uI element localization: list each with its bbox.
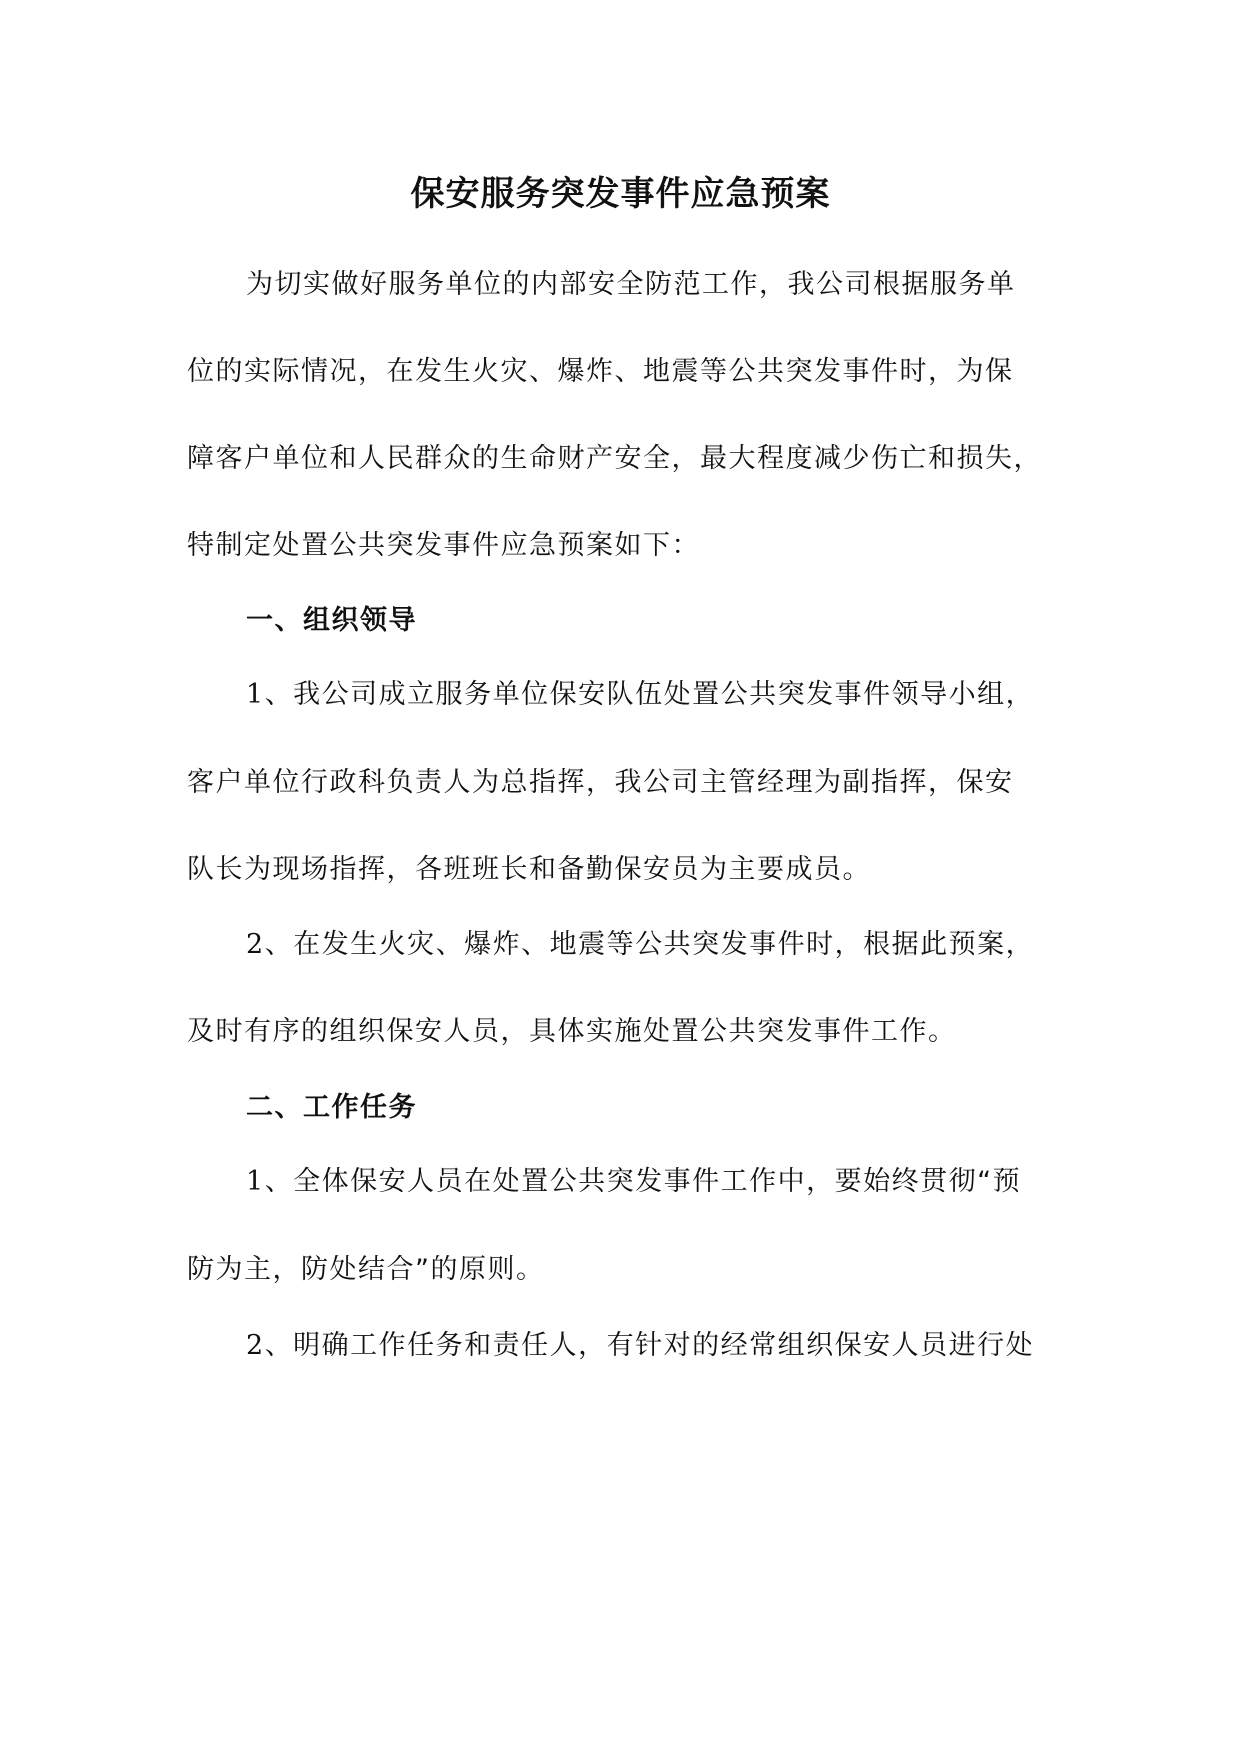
paragraph-line: 防为主，防处结合”的原则。 xyxy=(187,1254,545,1285)
paragraph-line: 队长为现场指挥，各班班长和备勤保安员为主要成员。 xyxy=(187,854,871,885)
paragraph-text: 、在发生火灾、爆炸、地震等公共突发事件时，根据此预案， xyxy=(264,929,1035,960)
item-number: 1 xyxy=(246,679,265,710)
paragraph-text: 、我公司成立服务单位保安队伍处置公共突发事件领导小组， xyxy=(264,679,1035,710)
section-heading: 一、组织领导 xyxy=(246,605,417,636)
paragraph-line xyxy=(246,1326,1034,1366)
paragraph-line xyxy=(246,675,1034,715)
section-heading: 二、工作任务 xyxy=(246,1092,417,1123)
item-number: 2 xyxy=(246,1330,265,1361)
paragraph-text: 、明确工作任务和责任人，有针对的经常组织保安人员进行处 xyxy=(264,1330,1035,1361)
item-number: 2 xyxy=(246,929,265,960)
paragraph-line xyxy=(246,925,1034,965)
intro-line: 特制定处置公共突发事件应急预案如下： xyxy=(187,530,700,561)
paragraph-line: 及时有序的组织保安人员，具体实施处置公共突发事件工作。 xyxy=(187,1016,957,1047)
item-number: 1 xyxy=(246,1166,265,1197)
intro-line: 为切实做好服务单位的内部安全防范工作，我公司根据服务单 xyxy=(246,269,1016,300)
paragraph-line: 客户单位行政科负责人为总指挥，我公司主管经理为副指挥，保安 xyxy=(187,767,1014,798)
document-title: 保安服务突发事件应急预案 xyxy=(410,174,831,214)
paragraph-line xyxy=(246,1162,1021,1202)
intro-line: 位的实际情况，在发生火灾、爆炸、地震等公共突发事件时，为保 xyxy=(187,356,1014,387)
intro-line: 障客户单位和人民群众的生命财产安全，最大程度减少伤亡和损失， xyxy=(187,443,1042,474)
paragraph-text: 、全体保安人员在处置公共突发事件工作中，要始终贯彻“预 xyxy=(264,1166,1022,1197)
